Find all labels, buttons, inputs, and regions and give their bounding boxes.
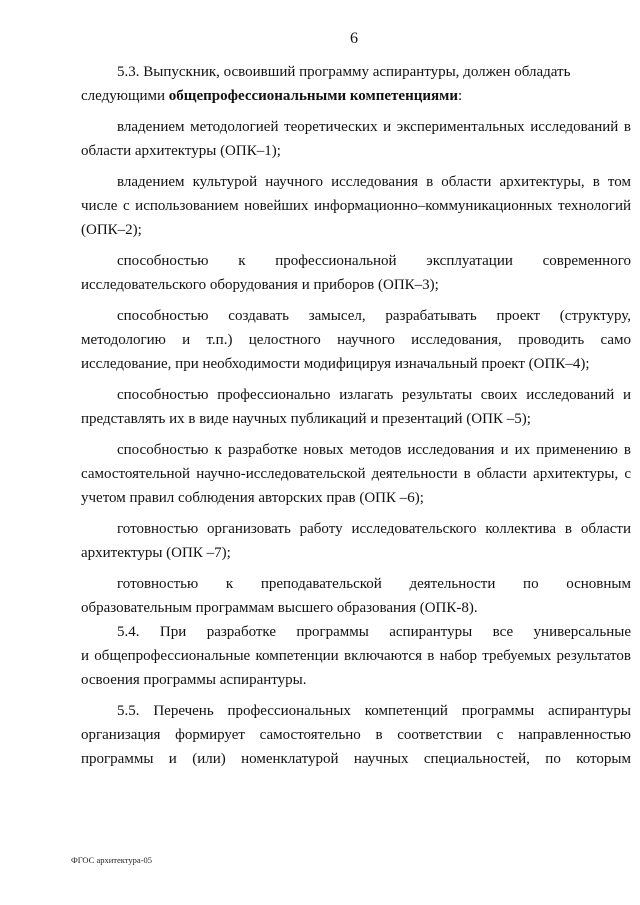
- text-span: следующими: [81, 88, 169, 104]
- text-line: способностью профессионально излагать результаты своих исследований и: [117, 387, 631, 403]
- text-line: организация формирует самостоятельно в соответствии с направленностью: [81, 727, 631, 743]
- footer-label: ФГОС архитектура-05: [71, 855, 152, 865]
- text-line: освоения программы аспирантуры.: [81, 672, 307, 688]
- text-line: методологию и т.п.) целостного научного исследования, проводить само: [81, 332, 631, 348]
- text-line: исследовательского оборудования и приборов (ОПК–3);: [81, 277, 439, 293]
- bold-term: общепрофессиональными компетенциями: [168, 88, 458, 104]
- text-line: владением культурой научного исследования в области архитектуры, в том: [117, 174, 631, 190]
- text-line: способностью к разработке новых методов исследования и их применению в: [117, 442, 631, 458]
- text-line: самостоятельной научно-исследовательской деятельности в области архитектуры, с: [81, 466, 631, 482]
- text-line: 5.5. Перечень профессиональных компетенций программы аспирантуры: [117, 703, 631, 719]
- text-line: 5.4. При разработке программы аспирантуры все универсальные: [117, 624, 631, 640]
- text-span: :: [457, 88, 463, 104]
- text-line: способностью создавать замысел, разрабатывать проект (структуру,: [117, 308, 631, 324]
- text-line: программы и (или) номенклатурой научных специальностей, по которым: [81, 751, 631, 767]
- text-line: [81, 86, 462, 106]
- text-line: числе с использованием новейших информационно–коммуникационных технологий: [81, 198, 631, 214]
- page-number: 6: [350, 30, 358, 47]
- text-line: владением методологией теоретических и экспериментальных исследований в: [117, 119, 631, 135]
- text-line: области архитектуры (ОПК–1);: [81, 143, 281, 159]
- text-line: исследование, при необходимости модифицируя изначальный проект (ОПК–4);: [81, 356, 590, 372]
- text-line: образовательным программам высшего образования (ОПК-8).: [81, 600, 478, 616]
- text-line: (ОПК–2);: [81, 222, 142, 238]
- text-line: архитектуры (ОПК –7);: [81, 545, 231, 561]
- text-line: 5.3. Выпускник, освоивший программу аспирантуры, должен обладать: [117, 64, 571, 80]
- text-line: представлять их в виде научных публикаций и презентаций (ОПК –5);: [81, 411, 531, 427]
- text-line: и общепрофессиональные компетенции включаются в набор требуемых результатов: [81, 648, 631, 664]
- text-line: готовностью к преподавательской деятельности по основным: [117, 576, 631, 592]
- text-line: учетом правил соблюдения авторских прав (ОПК –6);: [81, 490, 424, 506]
- text-line: способностью к профессиональной эксплуатации современного: [117, 253, 631, 269]
- text-line: готовностью организовать работу исследовательского коллектива в области: [117, 521, 631, 537]
